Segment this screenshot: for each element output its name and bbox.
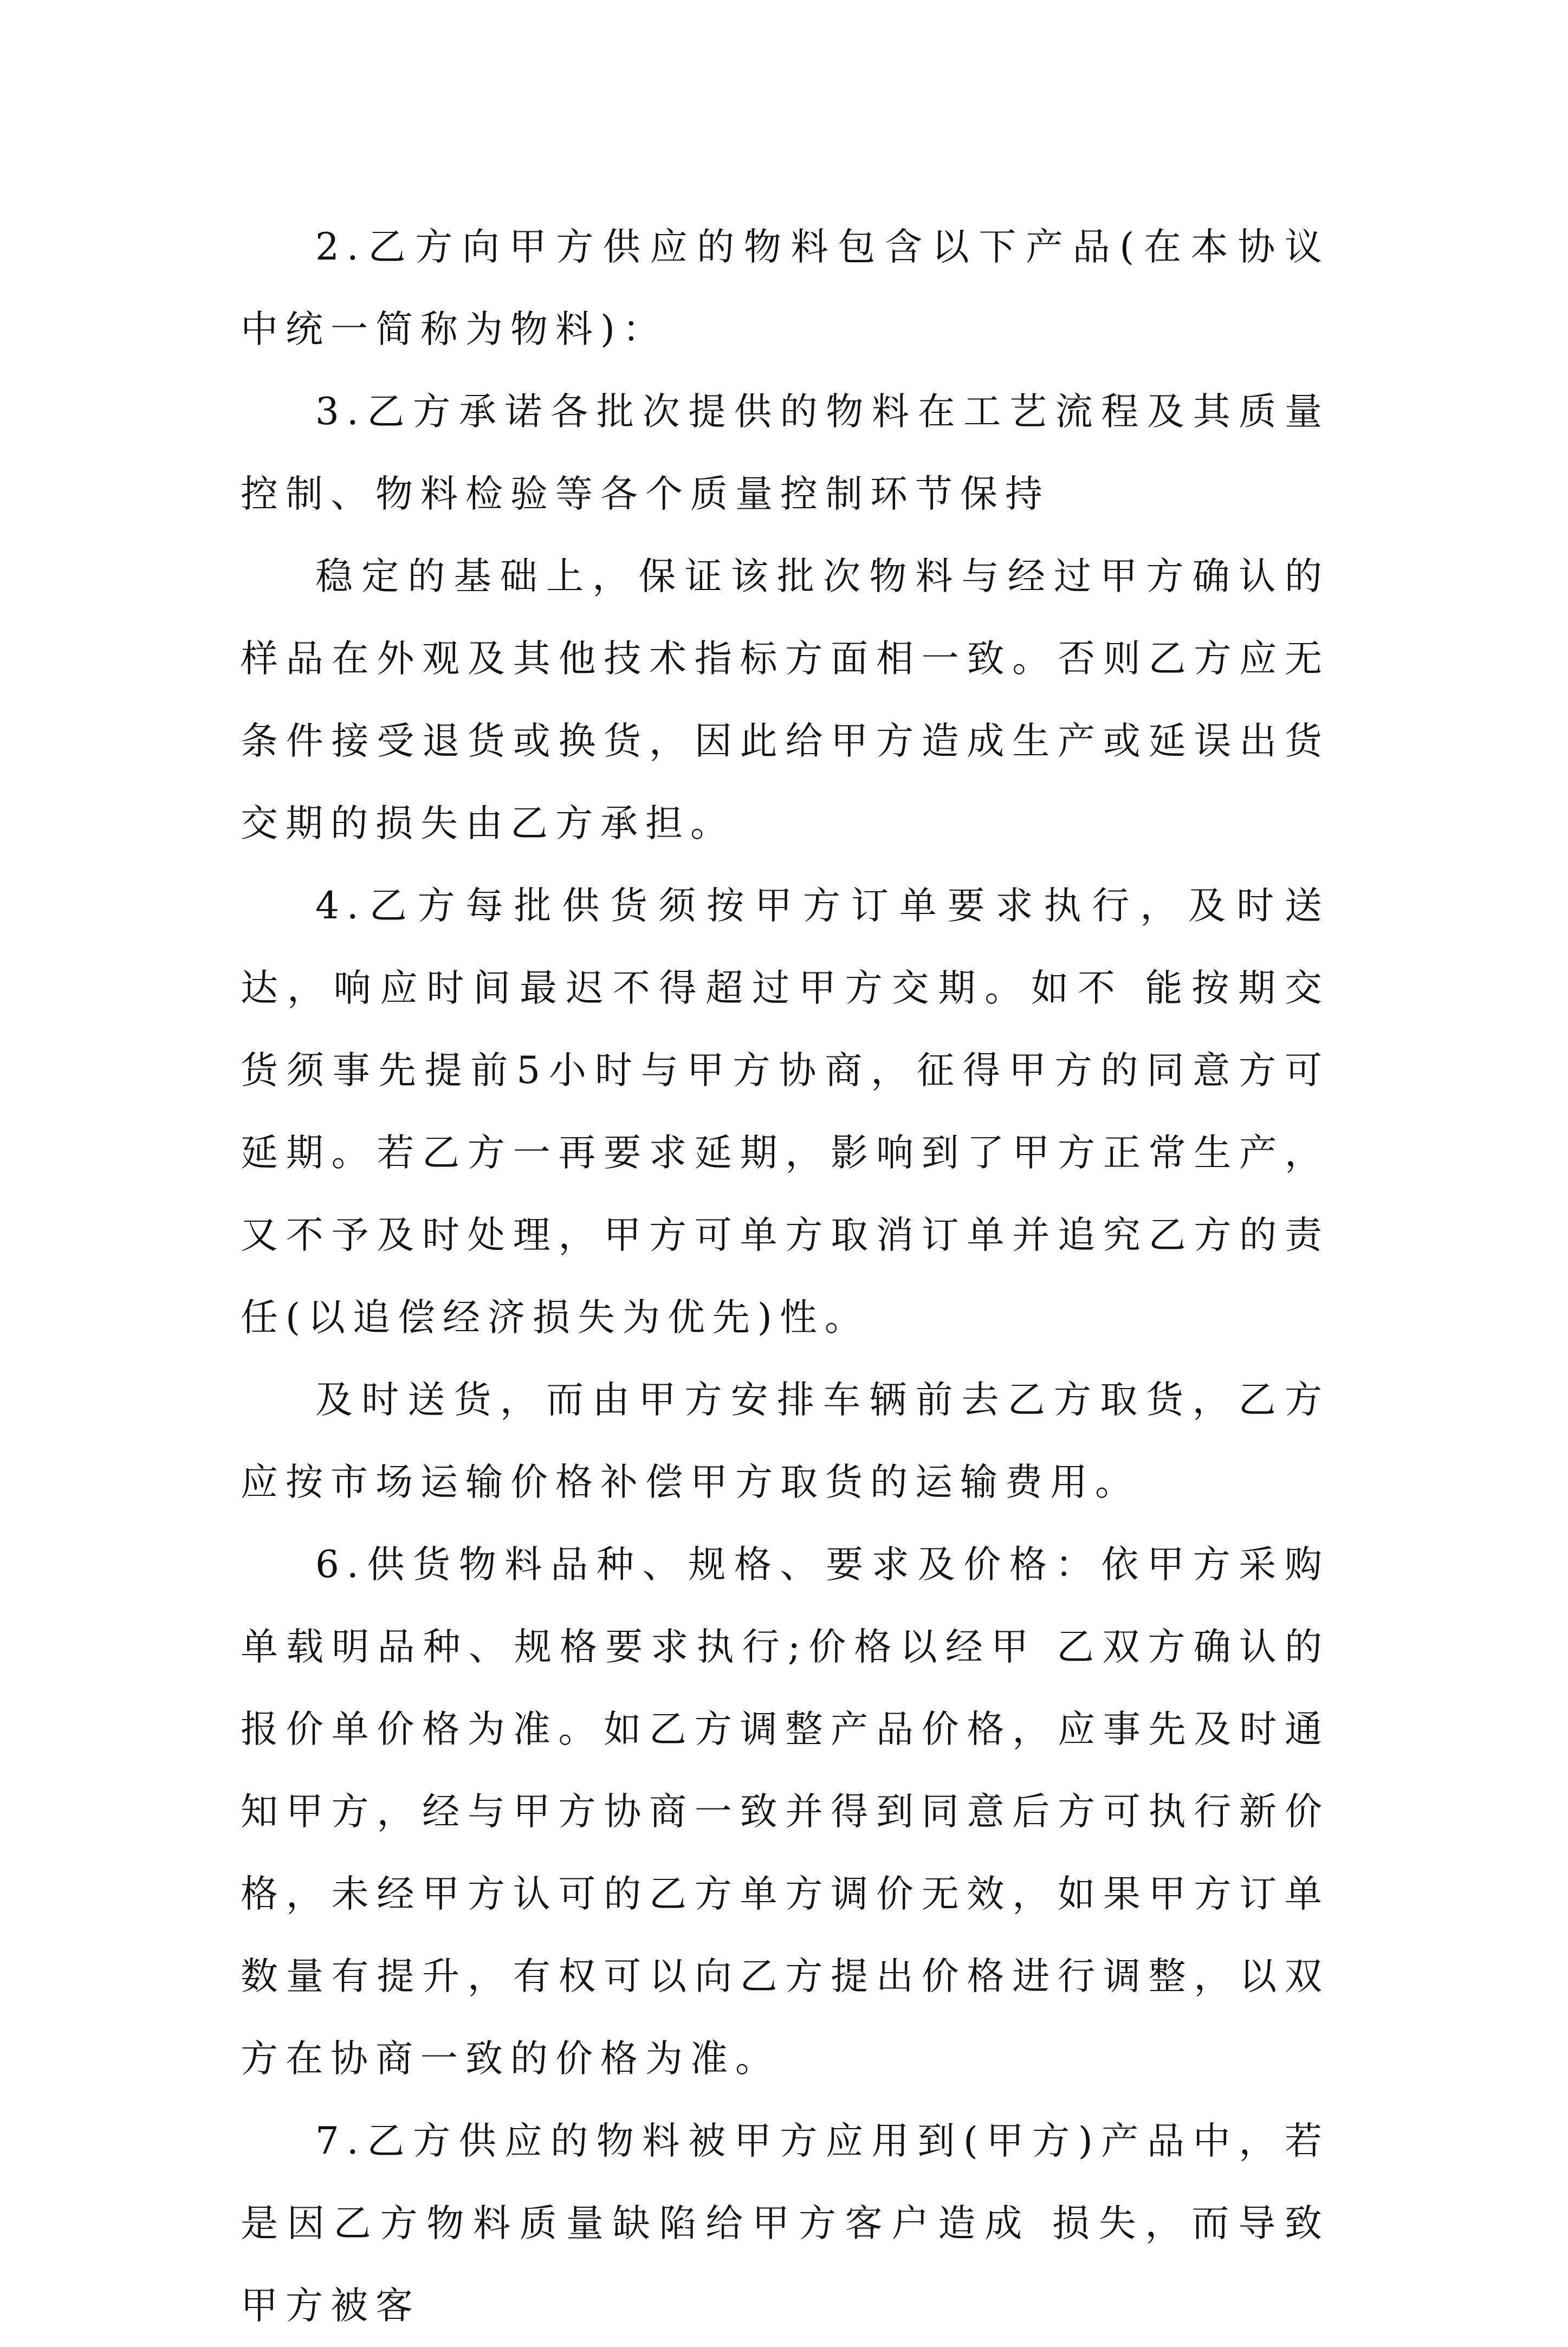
document-body bbox=[241, 206, 1330, 2347]
paragraph-clause-3-continued: 稳定的基础上，保证该批次物料与经过甲方确认的样品在外观及其他技术指标方面相一致。否则乙方应无条件接受退货或换货，因此给甲方造成生产或延误出货交期的损失由乙方承担。 bbox=[241, 555, 1330, 845]
paragraph-clause-3: 3.乙方承诺各批次提供的物料在工艺流程及其质量控制、物料检验等各个质量控制环节保持 bbox=[241, 390, 1330, 516]
paragraph-clause-6: 6.供货物料品种、规格、要求及价格：依甲方采购单载明品种、规格要求执行;价格以经甲 乙双方确认的报价单价格为准。如乙方调整产品价格，应事先及时通知甲方，经与甲方协商一致并得到同意后方可执行新价格，未经甲方认可的乙方单方调价无效，如果甲方订单数量有提升，有权可以向乙方提出价格进行调整，以双方在协商一致的价格为准。 bbox=[241, 1543, 1330, 2080]
paragraph-clause-2: 2.乙方向甲方供应的物料包含以下产品(在本协议中统一简称为物料)： bbox=[241, 225, 1330, 351]
paragraph-clause-7: 7.乙方供应的物料被甲方应用到(甲方)产品中，若是因乙方物料质量缺陷给甲方客户造成 损失，而导致甲方被客 bbox=[241, 2119, 1330, 2327]
paragraph-delivery-transport: 及时送货，而由甲方安排车辆前去乙方取货，乙方应按市场运输价格补偿甲方取货的运输费用。 bbox=[241, 1378, 1330, 1504]
paragraph-clause-4: 4.乙方每批供货须按甲方订单要求执行，及时送达，响应时间最迟不得超过甲方交期。如不 能按期交货须事先提前5小时与甲方协商，征得甲方的同意方可延期。若乙方一再要求延期，影响到了甲方正常生产，又不予及时处理，甲方可单方取消订单并追究乙方的责任(以追偿经济损失为优先)性。 bbox=[241, 884, 1330, 1339]
